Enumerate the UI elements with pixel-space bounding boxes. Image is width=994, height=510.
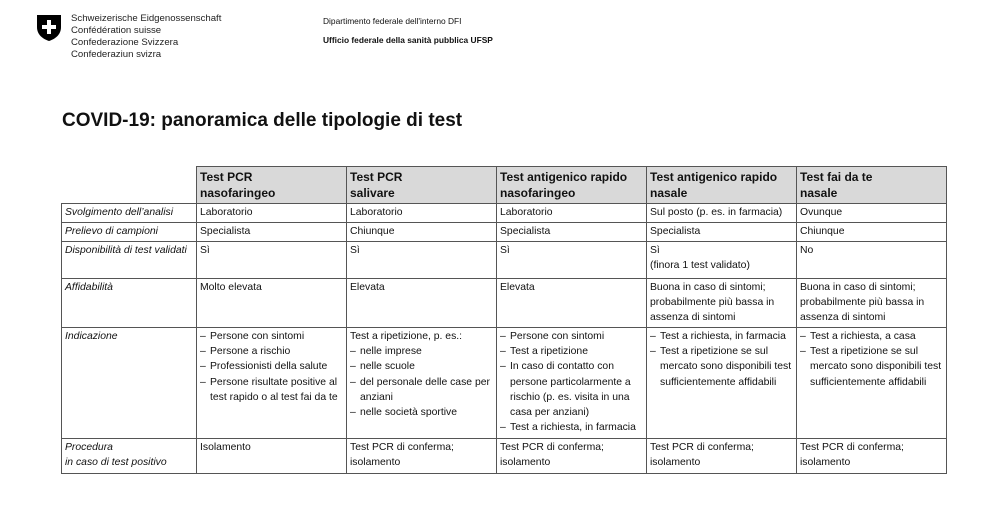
table-row-disponibilita bbox=[62, 242, 947, 279]
list-item: – Professionisti della salute bbox=[200, 359, 344, 374]
list-item: – Persone con sintomi bbox=[200, 329, 344, 344]
confederation-de: Schweizerische Eidgenossenschaft bbox=[71, 13, 222, 24]
confederation-fr: Confédération suisse bbox=[71, 25, 162, 36]
table-cell: Sì bbox=[197, 242, 347, 279]
table-row-indicazione bbox=[62, 328, 947, 439]
row-label: Prelievo di campioni bbox=[62, 223, 197, 242]
table-cell: Buona in caso di sintomi; probabilmente più bassa in assenza di sintomi bbox=[647, 279, 797, 328]
table-cell: No bbox=[797, 242, 947, 279]
cell-value: Sì bbox=[650, 245, 660, 256]
row-label: Procedura in caso di test positivo bbox=[62, 439, 197, 474]
list-item: – Persone a rischio bbox=[200, 344, 344, 359]
column-header-antigenico-nasofaringeo: Test antigenico rapido nasofaringeo bbox=[497, 167, 647, 204]
table-cell: Test PCR di conferma; isolamento bbox=[647, 439, 797, 474]
test-types-table bbox=[61, 166, 947, 474]
list-item: – nelle scuole bbox=[350, 359, 494, 374]
table-cell bbox=[197, 328, 347, 439]
table-cell: Laboratorio bbox=[197, 204, 347, 223]
letterhead bbox=[0, 0, 994, 70]
table-cell: Specialista bbox=[197, 223, 347, 242]
table-cell: Sul posto (p. es. in farmacia) bbox=[647, 204, 797, 223]
list-item: – Test a ripetizione bbox=[500, 344, 644, 359]
table-cell: Isolamento bbox=[197, 439, 347, 474]
table-cell: Chiunque bbox=[347, 223, 497, 242]
table-cell: Laboratorio bbox=[497, 204, 647, 223]
column-header-pcr-nasofaringeo: Test PCR nasofaringeo bbox=[197, 167, 347, 204]
list-item: – Test a richiesta, in farmacia bbox=[500, 420, 644, 435]
table-row-affidabilita bbox=[62, 279, 947, 328]
table-row-procedura bbox=[62, 439, 947, 474]
indication-list bbox=[650, 329, 794, 390]
column-header-antigenico-nasale: Test antigenico rapido nasale bbox=[647, 167, 797, 204]
swiss-shield-icon bbox=[36, 14, 62, 42]
list-item: – nelle società sportive bbox=[350, 405, 494, 420]
table-cell: Ovunque bbox=[797, 204, 947, 223]
list-item: – Test a richiesta, in farmacia bbox=[650, 329, 794, 344]
table-cell: Laboratorio bbox=[347, 204, 497, 223]
list-item: – In caso di contatto con persone particolarmente a rischio (p. es. visita in una casa per anziani) bbox=[500, 359, 644, 420]
confederation-it: Confederazione Svizzera bbox=[71, 37, 179, 48]
table-cell bbox=[647, 242, 797, 279]
row-label: Indicazione bbox=[62, 328, 197, 439]
column-header-pcr-salivare: Test PCR salivare bbox=[347, 167, 497, 204]
list-intro: Test a ripetizione, p. es.: bbox=[350, 331, 463, 342]
list-item: – Test a ripetizione se sul mercato sono disponibili test sufficientemente affidabili bbox=[650, 344, 794, 390]
list-item: – Persone risultate positive al test rapido o al test fai da te bbox=[200, 375, 344, 405]
indication-list bbox=[800, 329, 944, 390]
row-label: Svolgimento dell’analisi bbox=[62, 204, 197, 223]
table-row-prelievo bbox=[62, 223, 947, 242]
list-item: – Persone con sintomi bbox=[500, 329, 644, 344]
table-header-row bbox=[62, 167, 947, 204]
list-item: – Test a richiesta, a casa bbox=[800, 329, 944, 344]
table-cell: Test PCR di conferma; isolamento bbox=[797, 439, 947, 474]
row-label: Disponibilità di test validati bbox=[62, 242, 197, 279]
table-row-svolgimento bbox=[62, 204, 947, 223]
indication-list bbox=[200, 329, 344, 405]
table-cell: Elevata bbox=[497, 279, 647, 328]
list-item: – del personale delle case per anziani bbox=[350, 375, 494, 405]
confederation-rm: Confederaziun svizra bbox=[71, 49, 162, 60]
table-cell: Elevata bbox=[347, 279, 497, 328]
table-cell: Test PCR di conferma; isolamento bbox=[347, 439, 497, 474]
list-item: – Test a ripetizione se sul mercato sono disponibili test sufficientemente affidabili bbox=[800, 344, 944, 390]
indication-list bbox=[350, 344, 494, 420]
row-label: Affidabilità bbox=[62, 279, 197, 328]
department-name: Dipartimento federale dell'interno DFI bbox=[323, 16, 462, 26]
table-cell: Test PCR di conferma; isolamento bbox=[497, 439, 647, 474]
column-header-fai-da-te: Test fai da te nasale bbox=[797, 167, 947, 204]
table-cell: Molto elevata bbox=[197, 279, 347, 328]
indication-list bbox=[500, 329, 644, 435]
confederation-names bbox=[71, 13, 221, 61]
table-corner-cell bbox=[62, 167, 197, 204]
cell-note: (finora 1 test validato) bbox=[650, 260, 750, 272]
table-cell: Specialista bbox=[497, 223, 647, 242]
page-title: COVID-19: panoramica delle tipologie di test bbox=[62, 110, 463, 131]
table-cell bbox=[347, 328, 497, 439]
table-cell: Sì bbox=[497, 242, 647, 279]
table-cell: Buona in caso di sintomi; probabilmente più bassa in assenza di sintomi bbox=[797, 279, 947, 328]
table-cell: Specialista bbox=[647, 223, 797, 242]
table-cell bbox=[647, 328, 797, 439]
list-item: – nelle imprese bbox=[350, 344, 494, 359]
table-cell: Sì bbox=[347, 242, 497, 279]
table-cell bbox=[797, 328, 947, 439]
table-cell bbox=[497, 328, 647, 439]
office-name: Ufficio federale della sanità pubblica UFSP bbox=[323, 35, 493, 45]
table-cell: Chiunque bbox=[797, 223, 947, 242]
